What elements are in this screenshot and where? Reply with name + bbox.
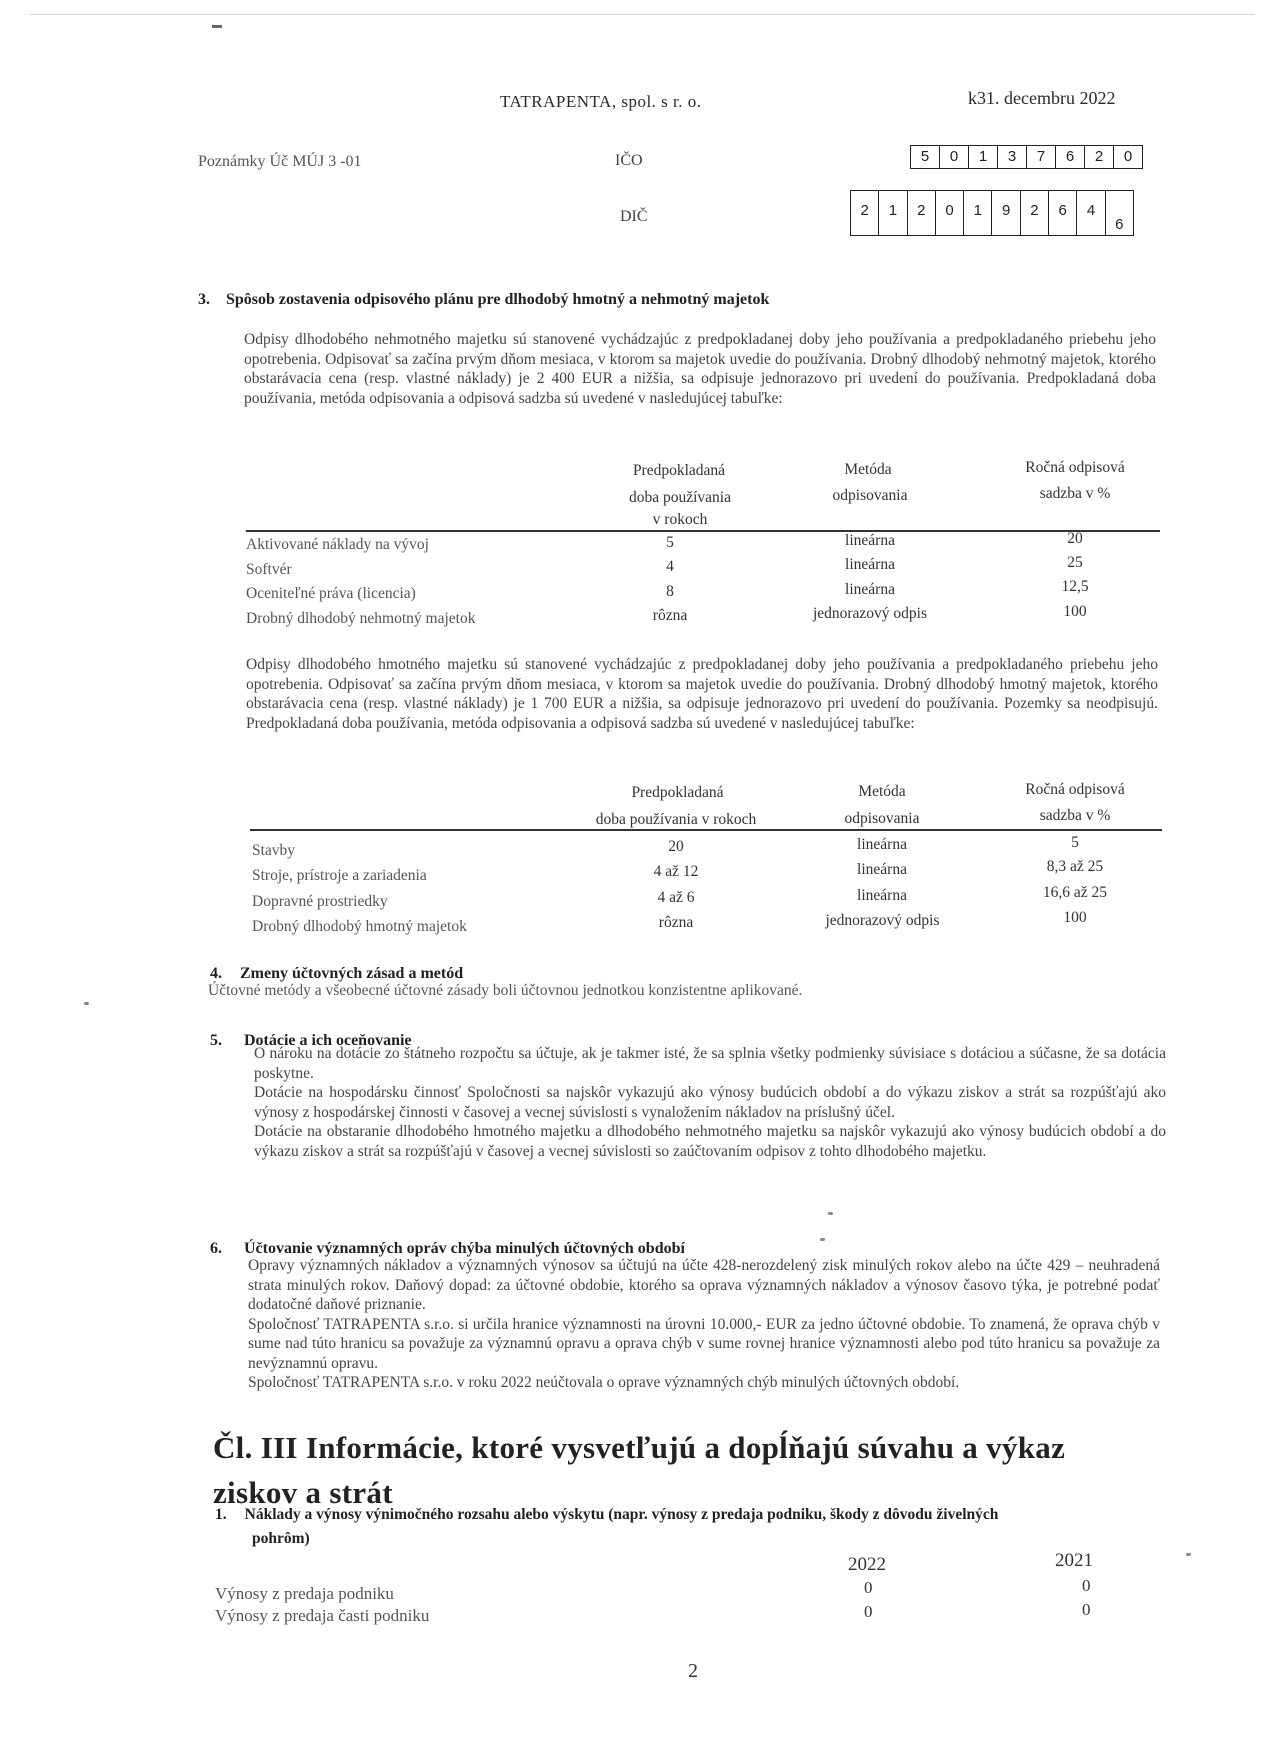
table-cell-method: lineárna [857,887,907,904]
ico-boxes [910,145,1143,169]
table-cell-method: jednorazový odpis [825,912,940,929]
section-title: Zmeny účtovných zásad a metód [240,965,464,982]
revenue-prior-value: 0 [1082,1600,1091,1619]
section-4-text: Účtovné metódy a všeobecné účtovné zásady boli účtovnou jednotkou konzistentne aplikované. [208,982,803,999]
dic-digit: 2 [1021,191,1049,235]
col-header-method: Metóda [858,783,906,800]
scan-speck [212,25,222,28]
section-4-heading [210,965,463,983]
table-cell-life: 4 až 12 [653,863,699,880]
col-header-rate: sadzba v % [1039,807,1111,824]
revenue-prior-value: 0 [1082,1576,1091,1595]
table-cell-rate: 20 [1067,530,1083,547]
ico-digit: 6 [1056,146,1085,168]
dic-label: DIČ [620,208,648,225]
year-prior-header: 2021 [1055,1550,1093,1571]
col-header-life: Predpokladaná [631,784,724,801]
ico-digit: 3 [998,146,1027,168]
section-number: 6. [210,1240,222,1257]
year-current-header: 2022 [848,1554,886,1575]
table-cell-method: lineárna [857,861,907,878]
ico-digit: 1 [969,146,998,168]
revenue-current-value: 0 [864,1578,873,1597]
table-row-label: Drobný dlhodobý nehmotný majetok [246,610,476,627]
dic-digit: 1 [964,191,992,235]
table-cell-rate: 100 [1063,603,1087,620]
revenue-row-label: Výnosy z predaja podniku [215,1584,394,1603]
section-title: Spôsob zostavenia odpisového plánu pre dlhodobý hmotný a nehmotný majetok [226,291,770,308]
col-header-method: Metóda [844,461,892,478]
paragraph: Spoločnosť TATRAPENTA s.r.o. v roku 2022 neúčtovala o oprave významných chýb minulých účtovných období. [248,1374,960,1391]
page-number: 2 [688,1660,698,1682]
dic-digit: 2 [908,191,936,235]
table-cell-rate: 8,3 až 25 [1046,858,1104,875]
table-row-label: Oceniteľné práva (licencia) [246,585,416,602]
col-header-method: odpisovania [832,487,908,504]
chapter-title: Čl. III Informácie, ktoré vysvetľujú a dopĺňajú súvahu a výkaz [213,1430,1066,1465]
section-6-text [248,1256,1160,1393]
col-header-life: v rokoch [652,511,708,528]
dic-digit: 1 [879,191,907,235]
chapter-title: ziskov a strát [213,1475,393,1510]
table-rule [246,530,1160,532]
section-number: 5. [210,1032,222,1049]
table-cell-life: 4 [666,558,674,575]
ico-digit: 7 [1027,146,1056,168]
dic-digit: 4 [1077,191,1105,235]
scan-speck [828,1212,833,1215]
dic-digit: 6 [1049,191,1077,235]
col-header-rate: Ročná odpisová [1025,781,1125,798]
table-cell-method: lineárna [845,532,895,549]
chapter-item-heading [215,1506,998,1524]
intangible-depreciation-paragraph: Odpisy dlhodobého nehmotného majetku sú stanovené vychádzajúc z predpokladanej doby jeho používania a predpokladaného priebehu jeho opotrebenia. Odpisovať sa začína prvým dňom mesiaca, v ktorom sa majetok uvedie do používania. Drobný dlhodobý nehmotný majetok, ktorého obstarávacia cena (resp. vlastné náklady) je 2 400 EUR a nižšia, sa odpisuje jednorazovo pri uvedení do používania. Predpokladaná doba používania, metóda odpisovania a odpisová sadzba sú uvedené v nasledujúcej tabuľke: [244,331,1156,407]
table-cell-rate: 16,6 až 25 [1042,884,1108,901]
dic-boxes [850,190,1134,236]
dic-digit: 0 [936,191,964,235]
table-cell-rate: 12,5 [1061,578,1089,595]
revenue-row-label: Výnosy z predaja časti podniku [215,1606,430,1625]
table-rule [250,829,1162,831]
scan-speck [820,1238,825,1241]
col-header-life: Predpokladaná [632,462,726,479]
ico-digit: 5 [911,146,940,168]
table-row-label: Stavby [252,842,296,859]
table-cell-life: 8 [666,583,674,600]
scan-speck [1186,1553,1191,1556]
item-title: Náklady a výnosy výnimočného rozsahu alebo výskytu (napr. výnosy z predaja podniku, škody z dôvodu živelných [244,1506,999,1523]
paragraph: Spoločnosť TATRAPENTA s.r.o. si určila hranice významnosti na úrovni 10.000,- EUR za jedno účtovné obdobie. To znamená, že oprava chýb v sume nad túto hranicu sa považuje za významnú opravu a oprava chýb v sume rovnej hranice významnosti alebo pod túto hranicu sa považuje za nevýznamnú opravu. [248,1315,1160,1372]
table-row-label: Aktivované náklady na vývoj [246,536,429,553]
table-cell-method: lineárna [857,836,907,853]
notes-form-label: Poznámky Úč MÚJ 3 -01 [198,153,362,170]
dic-digit: 9 [992,191,1020,235]
col-header-rate: sadzba v % [1039,485,1111,502]
tangible-depreciation-paragraph: Odpisy dlhodobého hmotného majetku sú stanovené vychádzajúc z predpokladanej doby jeho používania a predpokladaného priebehu jeho opotrebenia. Odpisovať sa začína prvým dňom mesiaca, v ktorom sa majetok uvedie do používania. Drobný dlhodobý hmotný majetok, ktorého obstarávacia cena (resp. vlastné náklady) je 1 700 EUR a nižšia, sa odpisuje jednorazovo pri uvedení do používania. Pozemky sa neodpisujú. Predpokladaná doba používania, metóda odpisovania a odpisová sadzba sú uvedené v nasledujúcej tabuľke: [246,656,1158,732]
section-number: 4. [210,965,222,982]
ico-digit: 0 [940,146,969,168]
section-3-heading [198,291,769,309]
dic-digit: 6 [1115,216,1124,233]
table-cell-method: jednorazový odpis [812,605,928,622]
section-5-text [254,1044,1166,1161]
table-row-label: Stroje, prístroje a zariadenia [252,867,427,884]
col-header-method: odpisovania [844,810,920,827]
col-header-rate: Ročná odpisová [1025,459,1125,476]
scan-speck [84,1002,89,1005]
revenue-current-value: 0 [864,1602,873,1621]
paragraph: O nároku na dotácie zo štátneho rozpočtu sa účtuje, ak je takmer isté, že sa splnia všetky podmienky súvisiace s dotáciou a súčasne, že sa dotácia poskytne. [254,1045,1166,1082]
ico-digit: 0 [1123,148,1133,165]
ico-digit: 2 [1085,146,1114,168]
table-row-label: Softvér [246,561,292,578]
report-date: k31. decembru 2022 [968,88,1116,108]
dic-digit: 2 [851,191,879,235]
table-cell-life: rôzna [658,914,694,931]
table-cell-rate: 100 [1063,909,1087,926]
section-title: Dotácie a ich oceňovanie [244,1032,412,1049]
table-cell-rate: 5 [1071,834,1079,851]
table-row-label: Dopravné prostriedky [252,893,388,910]
col-header-life: doba používania v rokoch [595,811,757,828]
paragraph: Dotácie na obstaranie dlhodobého hmotného majetku a dlhodobého nehmotného majetku sa najskôr vykazujú ako výnosy budúcich období a do výkazu ziskov a strát sa rozpúšťajú v časovej a vecnej súvislosti so zaúčtovaním odpisov z tohto dlhodobého majetku. [254,1123,1166,1160]
table-cell-method: lineárna [845,556,895,573]
section-number: 3. [198,291,210,308]
table-row-label: Drobný dlhodobý hmotný majetok [252,918,467,935]
chapter-item-heading-cont: pohrôm) [252,1530,310,1547]
scan-top-edge [30,14,1255,15]
company-name: TATRAPENTA, spol. s r. o. [500,92,702,111]
ico-label: IČO [615,152,643,169]
paragraph: Opravy významných nákladov a významných výnosov sa účtujú na účte 428-nerozdelený zisk minulých rokov alebo na účte 429 – neuhradená strata minulých rokov. Daňový dopad: za účtovné obdobie, ktorého sa oprava významných nákladov a výnosov časovo týka, je potrebné podať dodatočné daňové priznanie. [248,1257,1160,1313]
table-cell-method: lineárna [845,581,895,598]
table-cell-life: 20 [668,838,684,855]
table-cell-rate: 25 [1067,554,1083,571]
table-cell-life: rôzna [652,607,688,624]
table-cell-life: 4 až 6 [657,889,695,906]
table-cell-life: 5 [666,534,674,551]
section-title: Účtovanie významných opráv chýba minulých účtovných období [244,1240,685,1257]
col-header-life: doba používania [628,489,731,506]
paragraph: Dotácie na hospodársku činnosť Spoločnosti sa najskôr vykazujú ako výnosy budúcich období a do výkazu ziskov a strát sa rozpúšťajú ako výnosy z hospodárskej činnosti v časovej a vecnej súvislosti s vynaložením nákladov na príslušný účel. [254,1084,1166,1121]
item-number: 1. [215,1506,227,1523]
